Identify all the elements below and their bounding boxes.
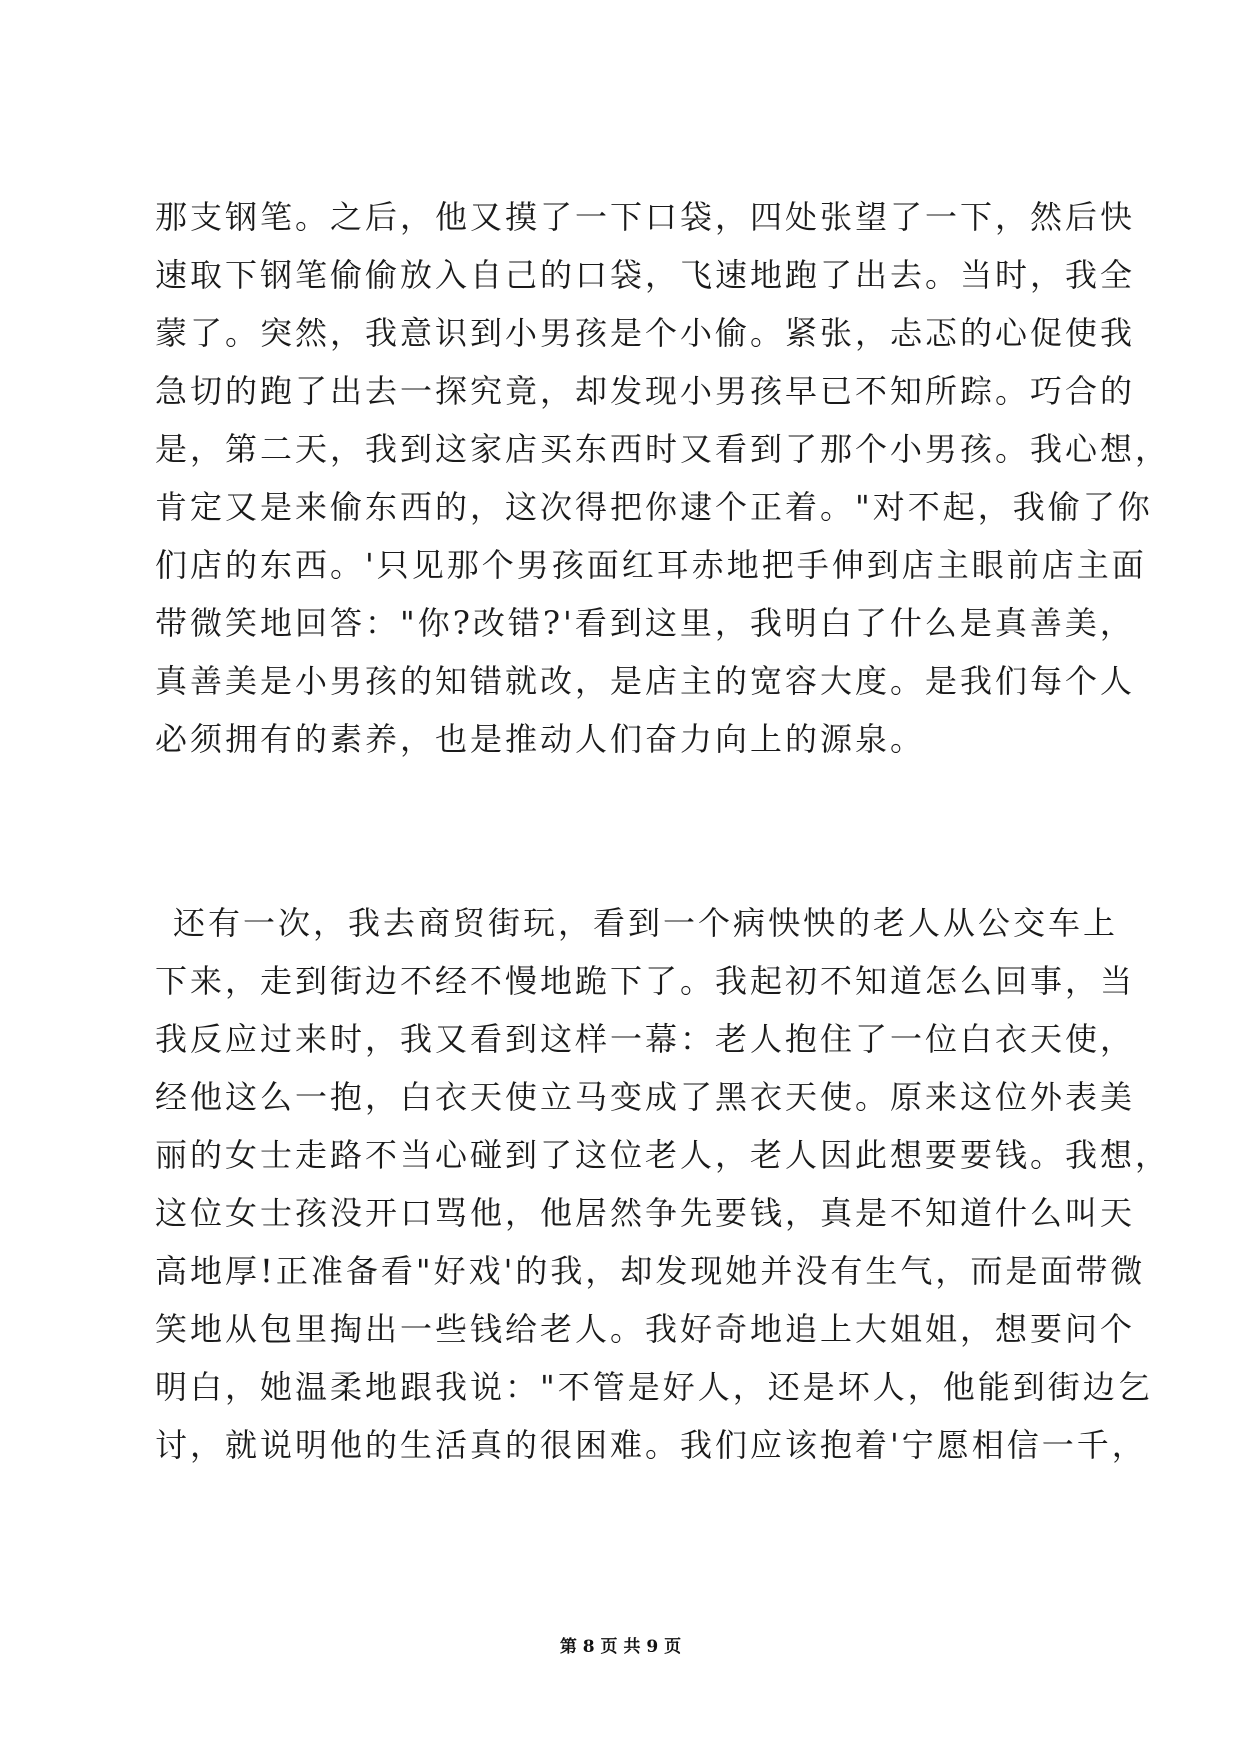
paragraph-1 (155, 188, 1171, 768)
text-line: 我反应过来时，我又看到这样一幕：老人抱住了一位白衣天使， (155, 1020, 1136, 1058)
text-line: 经他这么一抱，白衣天使立马变成了黑衣天使。原来这位外表美 (155, 1078, 1136, 1116)
text-line: 这位女士孩没开口骂他，他居然争先要钱，真是不知道什么叫天 (155, 1194, 1136, 1232)
text-line: 肯定又是来偷东西的，这次得把你逮个正着。"对不起，我偷了你 (155, 488, 1153, 526)
text-line: 必须拥有的素养，也是推动人们奋力向上的源泉。 (155, 720, 926, 758)
text-line: 那支钢笔。之后，他又摸了一下口袋，四处张望了一下，然后快 (155, 198, 1136, 236)
text-line: 笑地从包里掏出一些钱给老人。我好奇地追上大姐姐，想要问个 (155, 1310, 1136, 1348)
text-line: 高地厚!正准备看"好戏'的我，却发现她并没有生气，而是面带微 (155, 1252, 1146, 1290)
text-line: 下来，走到街边不经不慢地跪下了。我起初不知道怎么回事，当 (155, 962, 1136, 1000)
text-line: 丽的女士走路不当心碰到了这位老人，老人因此想要要钱。我想， (155, 1136, 1171, 1174)
text-line: 速取下钢笔偷偷放入自己的口袋，飞速地跑了出去。当时，我全 (155, 256, 1136, 294)
text-line: 是，第二天，我到这家店买东西时又看到了那个小男孩。我心想， (155, 430, 1171, 468)
text-line: 带微笑地回答："你?改错?'看到这里，我明白了什么是真善美， (155, 604, 1135, 642)
text-line: 蒙了。突然，我意识到小男孩是个小偷。紧张，忐忑的心促使我 (155, 314, 1136, 352)
text-line: 还有一次，我去商贸街玩，看到一个病怏怏的老人从公交车上 (173, 904, 1119, 942)
text-line: 明白，她温柔地跟我说："不管是好人，还是坏人，他能到街边乞 (155, 1368, 1153, 1406)
text-line: 讨，就说明他的生活真的很困难。我们应该抱着'宁愿相信一千， (155, 1426, 1147, 1464)
paragraph-spacer (155, 768, 1095, 894)
text-line: 真善美是小男孩的知错就改，是店主的宽容大度。是我们每个人 (155, 662, 1136, 700)
document-body (155, 188, 1171, 1474)
text-line: 急切的跑了出去一探究竟，却发现小男孩早已不知所踪。巧合的 (155, 372, 1136, 410)
text-line: 们店的东西。'只见那个男孩面红耳赤地把手伸到店主眼前店主面 (155, 546, 1147, 584)
page-number-footer: 第 8 页 共 9 页 (559, 1637, 682, 1657)
paragraph-2 (155, 894, 1171, 1474)
